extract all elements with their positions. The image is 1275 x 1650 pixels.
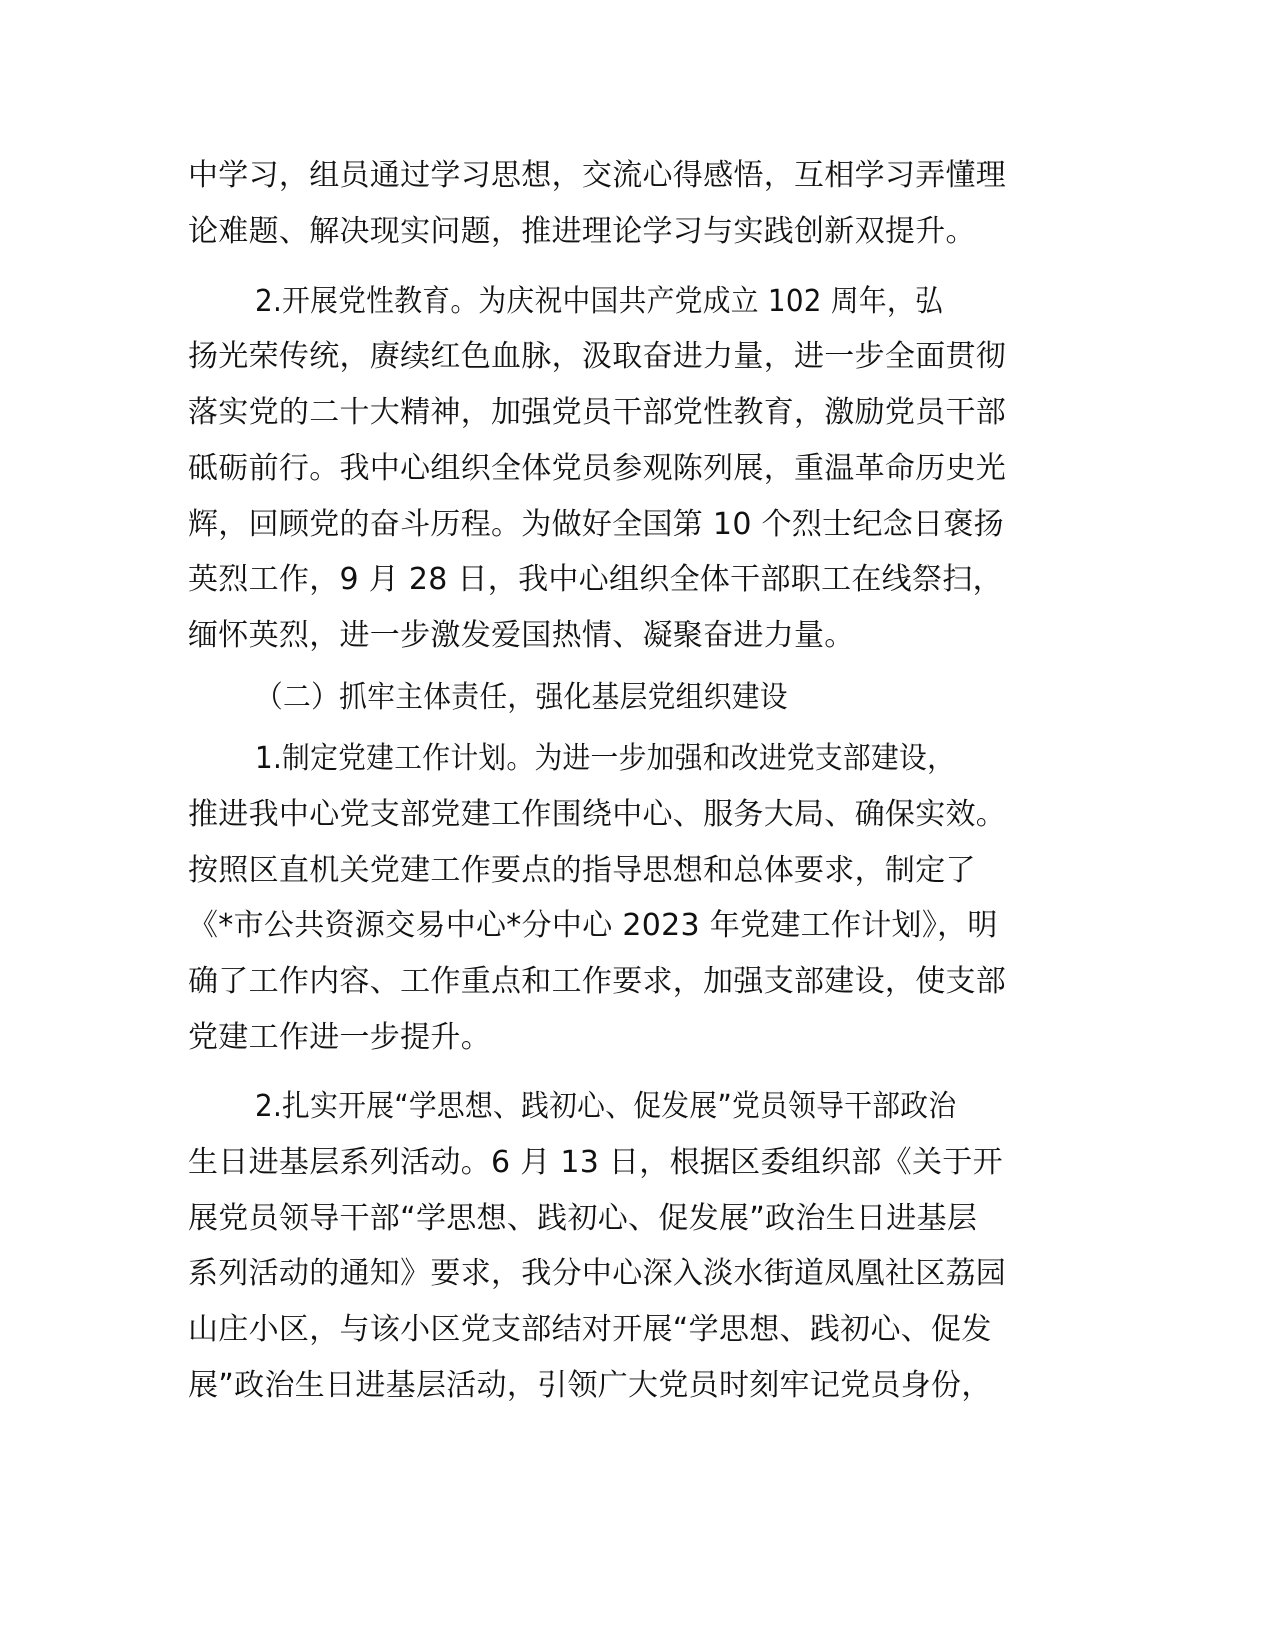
text-line: 辉，回顾党的奋斗历程。为做好全国第 10 个烈士纪念日褒扬: [188, 507, 1004, 542]
paragraph-heading-line: 2.扎实开展“学思想、践初心、促发展”党员领导干部政治: [255, 1089, 957, 1124]
text-line: 缅怀英烈，进一步激发爱国热情、凝聚奋进力量。: [188, 618, 855, 653]
text-line: 英烈工作，9 月 28 日，我中心组织全体干部职工在线祭扫，: [188, 562, 1003, 597]
text-line: 砥砺前行。我中心组织全体党员参观陈列展，重温革命历史光: [188, 451, 1007, 486]
text-line: 展党员领导干部“学思想、践初心、促发展”政治生日进基层: [188, 1201, 978, 1236]
text-line: 党建工作进一步提升。: [188, 1020, 491, 1055]
paragraph-heading-line: 1.制定党建工作计划。为进一步加强和改进党支部建设，: [255, 741, 956, 776]
paragraph-heading-line: 2.开展党性教育。为庆祝中国共产党成立 102 周年，弘: [255, 284, 944, 319]
text-line: 扬光荣传统，赓续红色血脉，汲取奋进力量，进一步全面贯彻: [188, 339, 1007, 374]
text-line: 生日进基层系列活动。6 月 13 日，根据区委组织部《关于开: [188, 1145, 1003, 1180]
text-line: 中学习，组员通过学习思想，交流心得感悟，互相学习弄懂理: [188, 158, 1007, 193]
text-line: 《*市公共资源交易中心*分中心 2023 年党建工作计划》，明: [188, 908, 998, 943]
text-line: 确了工作内容、工作重点和工作要求，加强支部建设，使支部: [188, 964, 1007, 999]
section-heading: （二）抓牢主体责任，强化基层党组织建设: [255, 680, 788, 715]
text-line: 系列活动的通知》要求，我分中心深入淡水街道凤凰社区荔园: [188, 1256, 1007, 1291]
text-line: 论难题、解决现实问题，推进理论学习与实践创新双提升。: [188, 214, 976, 249]
text-line: 按照区直机关党建工作要点的指导思想和总体要求，制定了: [188, 853, 976, 888]
text-line: 山庄小区，与该小区党支部结对开展“学思想、践初心、促发: [188, 1312, 992, 1347]
text-line: 展”政治生日进基层活动，引领广大党员时刻牢记党员身份，: [188, 1368, 992, 1403]
text-line: 推进我中心党支部党建工作围绕中心、服务大局、确保实效。: [188, 797, 1007, 832]
text-line: 落实党的二十大精神，加强党员干部党性教育，激励党员干部: [188, 395, 1007, 430]
